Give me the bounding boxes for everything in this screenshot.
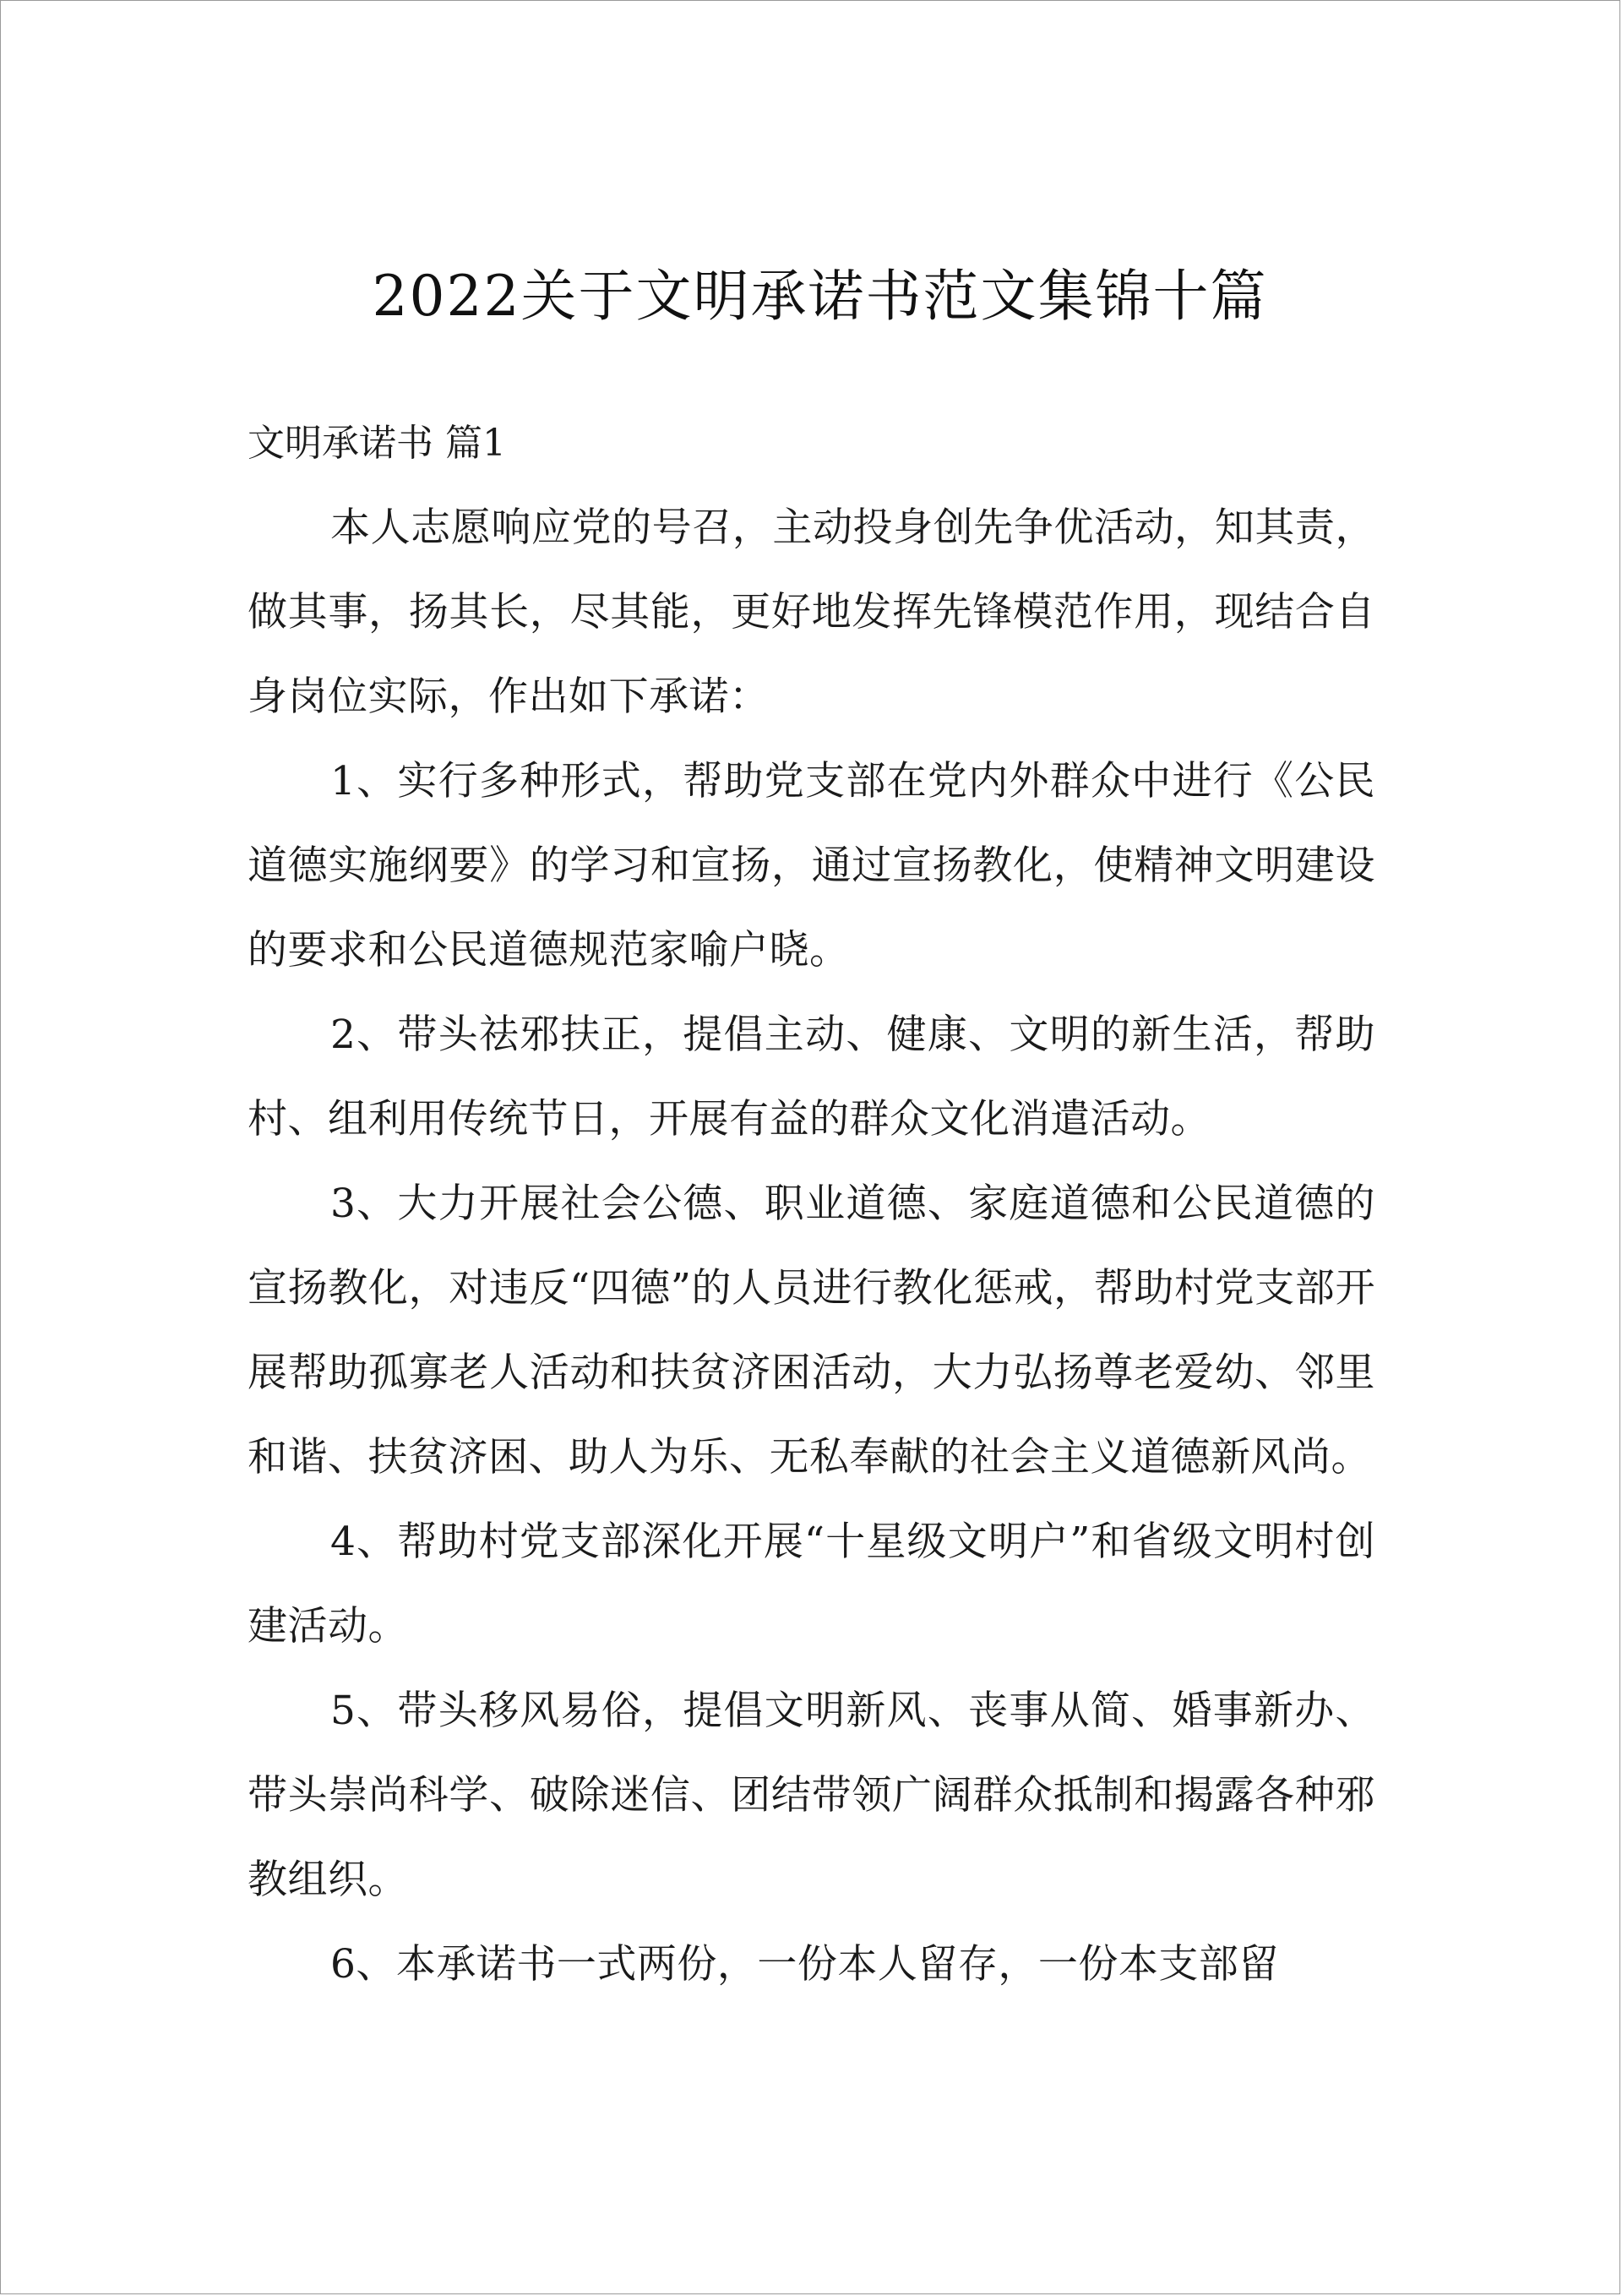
paragraph-item-4: 4、帮助村党支部深化开展“十星级文明户”和省级文明村创建活动。	[248, 1519, 1375, 1650]
document-title: 2022关于文明承诺书范文集锦十篇	[372, 264, 1268, 329]
document-content	[248, 254, 1375, 2007]
paragraph-item-2: 2、带头祛邪扶正，提倡主动、健康、文明的新生活，帮助村、组利用传统节日，开展有益的群众文化消遣活动。	[248, 1012, 1375, 1143]
paragraph-item-1: 1、实行多种形式，帮助党支部在党内外群众中进行《公民道德实施纲要》的学习和宣扬，通过宣扬教化，使精神文明建设的要求和公民道德规范家喻户晓。	[248, 758, 1375, 973]
paragraph-intro: 本人志愿响应党的号召，主动投身创先争优活动，知其责，做其事，扬其长，尽其能，更好地发挥先锋模范作用，现结合自身岗位实际，作出如下承诺：	[248, 504, 1375, 720]
paragraph-item-3: 3、大力开展社会公德、职业道德、家庭道德和公民道德的宣扬教化，对违反“四德”的人员进行教化惩戒，帮助村党支部开展帮助孤寡老人活动和扶贫济困活动，大力弘扬尊老爱幼、邻里和谐、扶贫济困、助人为乐、无私奉献的社会主义道德新风尚。	[248, 1181, 1375, 1481]
section-heading: 文明承诺书 篇1	[248, 422, 506, 465]
paragraph-item-5: 5、带头移风易俗，提倡文明新风、丧事从简、婚事新办、带头崇尚科学、破除迷信、团结带领广阔群众抵制和揭露各种邪教组织。	[248, 1688, 1375, 1903]
paragraph-item-6: 6、本承诺书一式两份，一份本人留存，一份本支部留	[330, 1941, 1279, 1988]
